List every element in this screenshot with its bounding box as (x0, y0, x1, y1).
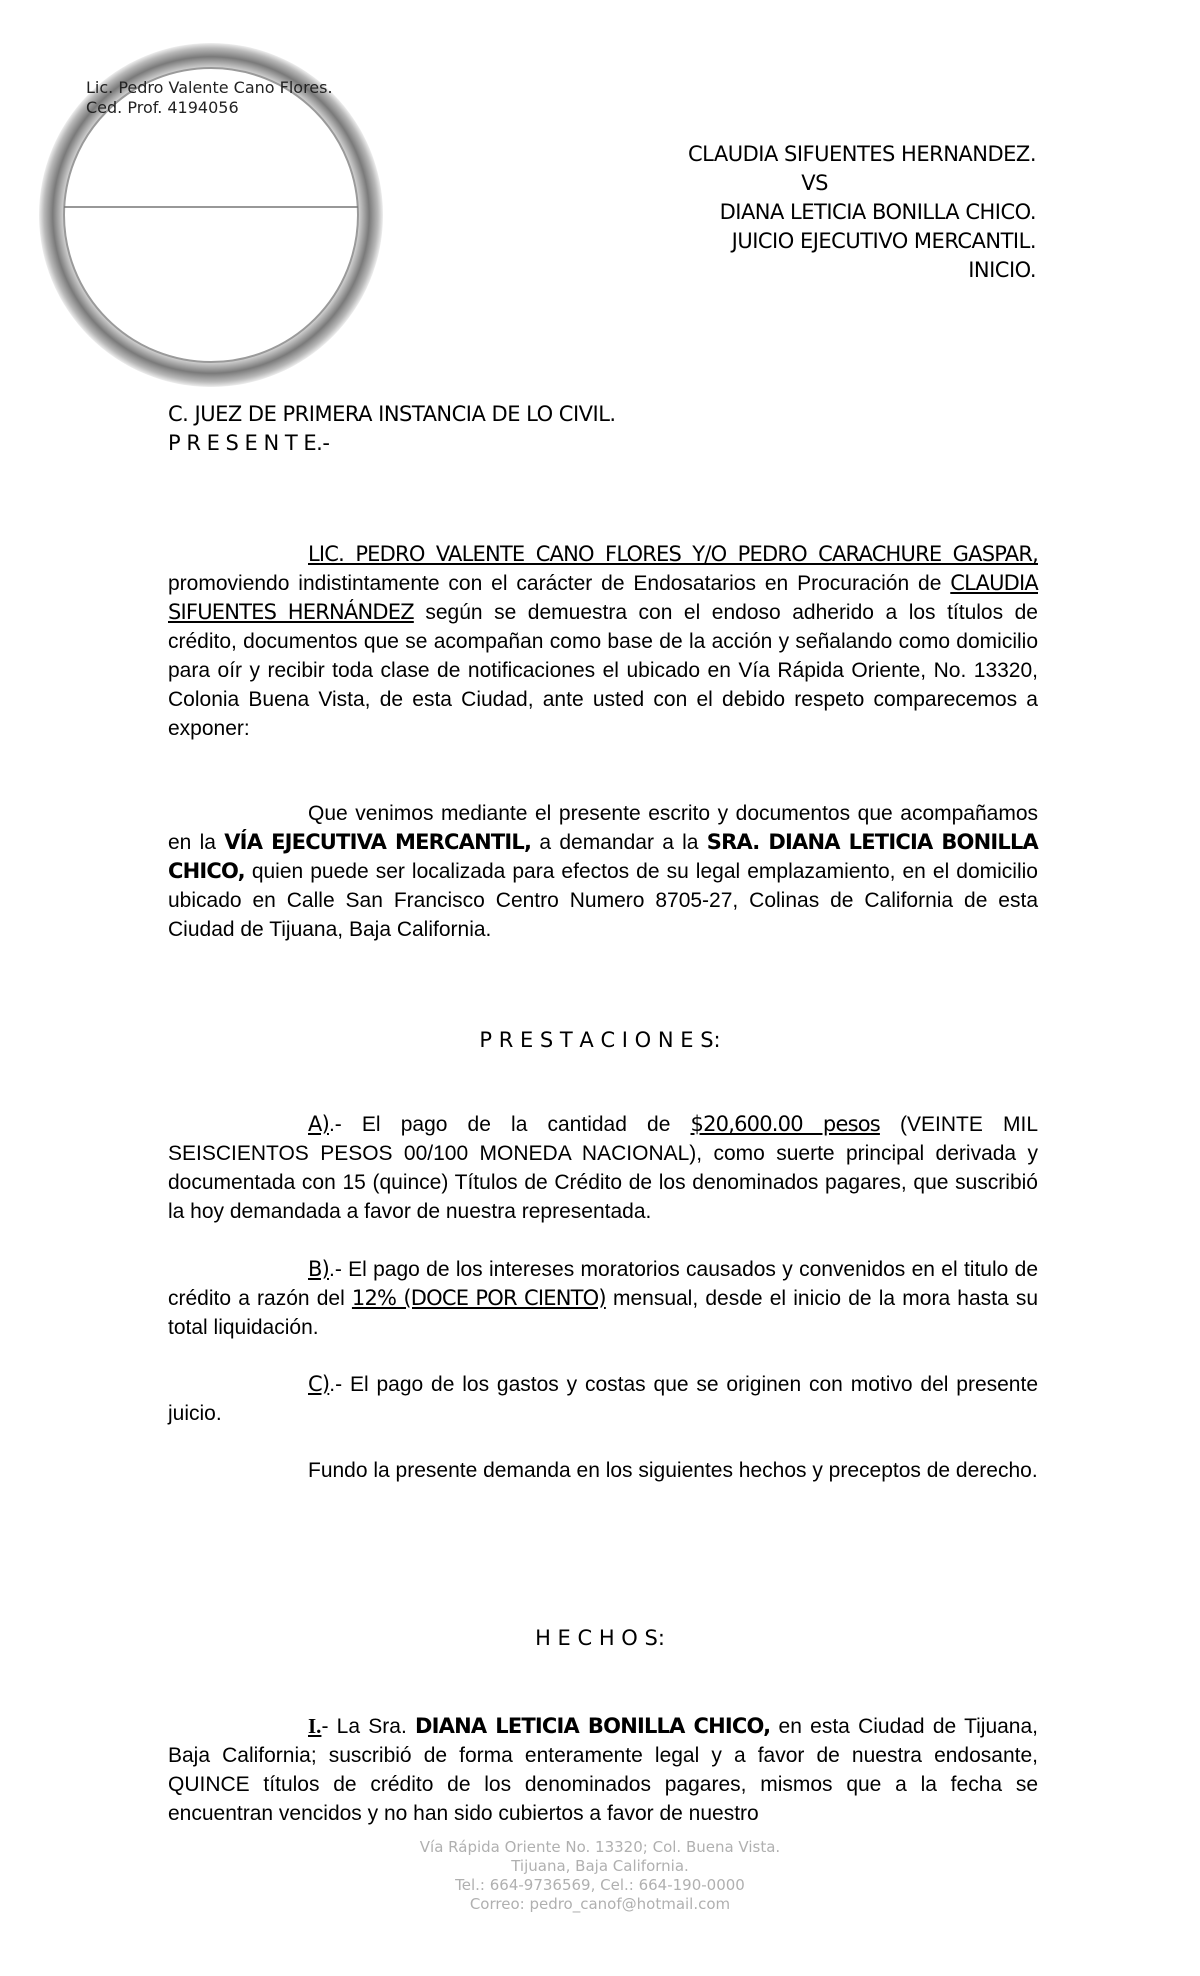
case-stage: INICIO. (968, 258, 1036, 282)
hecho-i-label: I. (308, 1714, 322, 1738)
prestacion-a-label: A) (308, 1112, 329, 1136)
intro-text-1: promoviendo indistintamente con el carácter de Endosatarios en Procuración de (168, 572, 951, 595)
prestacion-a-text-2: (VEINTE MIL SEISCIENTOS PESOS 00/100 MONEDA NACIONAL), como suerte principal derivada y documentada con 15 (quince) Títulos de Crédito de los denominados pagares, que suscribió la hoy demandada a favor de nuestra representada. (168, 1113, 1039, 1223)
prestacion-b-text-1: .- El pago de los intereses moratorios causados y convenidos en el titulo de crédito a razón del (168, 1258, 1038, 1310)
prestacion-a-amount: $20,600.00 pesos (690, 1112, 880, 1136)
claim-text-3: quien puede ser localizada para efectos de su legal emplazamiento, en el domicilio ubicado en Calle San Francisco Centro Numero 8705-27, Colinas de California de esta Ciudad de Tijuana, Baja California. (168, 860, 1038, 941)
presente-line: P R E S E N T E.- (168, 431, 330, 455)
prestacion-c (168, 1370, 1038, 1428)
footer-city: Tijuana, Baja California. (511, 1857, 689, 1875)
fundamento-text: Fundo la presente demanda en los siguientes hechos y preceptos de derecho. (308, 1459, 1038, 1482)
prestacion-b-text-2: mensual, desde el inicio de la mora hasta su total liquidación. (168, 1287, 1038, 1339)
hecho-i (168, 1712, 1038, 1828)
case-proceeding: JUICIO EJECUTIVO MERCANTIL. (731, 229, 1036, 253)
claim-paragraph (168, 799, 1038, 944)
hecho-i-text-1: - La Sra. (321, 1715, 416, 1738)
lawyers-name: LIC. PEDRO VALENTE CANO FLORES Y/O PEDRO CARACHURE GASPAR, (308, 542, 1038, 566)
via-ejecutiva: VÍA EJECUTIVA MERCANTIL, (224, 830, 532, 854)
case-header (688, 140, 1036, 285)
prestacion-b (168, 1255, 1038, 1342)
hechos-title: H E C H O S: (535, 1626, 665, 1650)
claim-text-1: Que venimos mediante el presente escrito y documentos que acompañamos en la (168, 802, 1038, 854)
hecho-i-text-2: en esta Ciudad de Tijuana, Baja California; suscribió de forma enteramente legal y a favor de nuestra endosante, QUINCE títulos de crédito de los denominados pagares, mismos que a la fecha se encuentran vencidos y no han sido cubiertos a favor de nuestro (168, 1715, 1039, 1825)
case-defendant: DIANA LETICIA BONILLA CHICO. (719, 200, 1036, 224)
prestacion-a (168, 1110, 1038, 1226)
case-versus: VS (801, 171, 828, 195)
intro-paragraph (168, 540, 1038, 743)
footer-address: Vía Rápida Oriente No. 13320; Col. Buena Vista. (419, 1838, 781, 1856)
prestacion-b-rate: 12% (DOCE POR CIENTO) (351, 1286, 606, 1310)
footer (0, 1838, 1200, 1914)
prestacion-a-text-1: .- El pago de la cantidad de (328, 1113, 691, 1136)
prestacion-c-text: .- El pago de los gastos y costas que se originen con motivo del presente juicio. (168, 1373, 1038, 1425)
claim-text-2: a demandar a la (531, 831, 707, 854)
defendant-name: SRA. DIANA LETICIA BONILLA CHICO, (168, 830, 1039, 883)
fundamento-paragraph (168, 1456, 1038, 1485)
footer-email: Correo: pedro_canof@hotmail.com (469, 1895, 731, 1913)
footer-phones: Tel.: 664-9736569, Cel.: 664-190-0000 (455, 1876, 745, 1894)
seal-license: Ced. Prof. 4194056 (86, 98, 239, 117)
prestaciones-title: P R E S T A C I O N E S: (479, 1028, 721, 1052)
client-name: CLAUDIA SIFUENTES HERNÁNDEZ (168, 571, 1038, 624)
hecho-i-name: DIANA LETICIA BONILLA CHICO, (415, 1714, 771, 1738)
prestacion-b-label: B) (308, 1257, 329, 1281)
seal-name: Lic. Pedro Valente Cano Flores. (86, 78, 333, 97)
prestacion-c-label: C) (308, 1372, 330, 1396)
seal-text (86, 78, 333, 118)
judge-line: C. JUEZ DE PRIMERA INSTANCIA DE LO CIVIL. (168, 402, 616, 426)
case-plaintiff: CLAUDIA SIFUENTES HERNANDEZ. (688, 142, 1036, 166)
intro-text-2: según se demuestra con el endoso adherido a los títulos de crédito, documentos que se acompañan como base de la acción y señalando como domicilio para oír y recibir toda clase de notificaciones el ubicado en Vía Rápida Oriente, No. 13320, Colonia Buena Vista, de esta Ciudad, ante usted con el debido respeto comparecemos a exponer: (168, 601, 1038, 740)
addressee (168, 400, 616, 458)
